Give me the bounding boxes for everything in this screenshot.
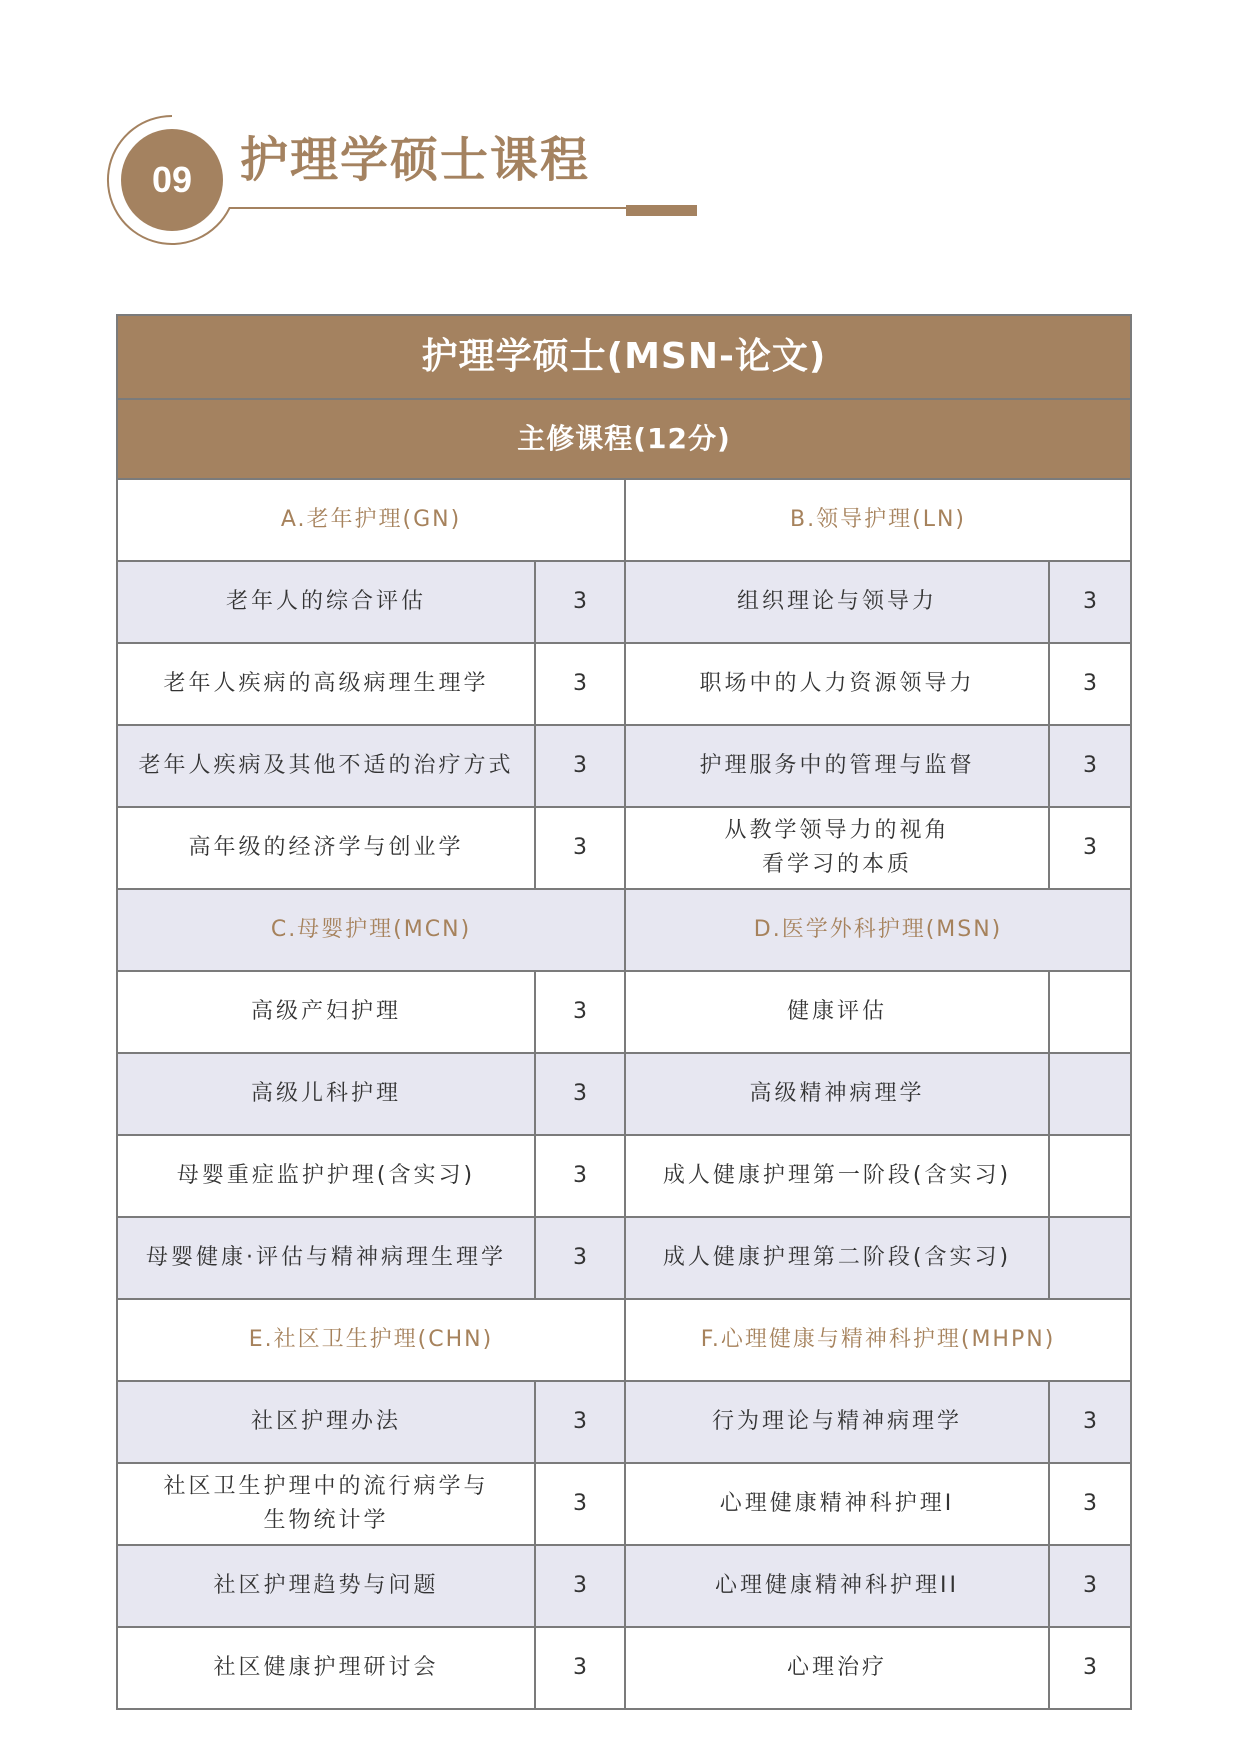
course-credit: 3 xyxy=(1049,561,1131,643)
table-row xyxy=(117,1545,1131,1627)
course-name: 心理健康精神科护理II xyxy=(625,1545,1049,1627)
course-name: 职场中的人力资源领导力 xyxy=(625,643,1049,725)
course-credit: 3 xyxy=(535,807,625,889)
course-name: 护理服务中的管理与监督 xyxy=(625,725,1049,807)
course-credit: 3 xyxy=(535,725,625,807)
table-row xyxy=(117,1135,1131,1217)
course-name: 老年人疾病的高级病理生理学 xyxy=(117,643,535,725)
table-row xyxy=(117,725,1131,807)
course-credit xyxy=(1049,971,1131,1053)
table-title: 护理学硕士(MSN-论文) xyxy=(117,315,1131,399)
section-title-mcn: C.母婴护理(MCN) xyxy=(117,889,625,971)
table-row xyxy=(117,1053,1131,1135)
course-name: 高级产妇护理 xyxy=(117,971,535,1053)
header-accent-bar xyxy=(626,205,697,216)
table-title-row xyxy=(117,315,1131,399)
section-row xyxy=(117,889,1131,971)
section-title-chn: E.社区卫生护理(CHN) xyxy=(117,1299,625,1381)
course-credit: 3 xyxy=(535,971,625,1053)
course-credit: 3 xyxy=(535,561,625,643)
course-credit: 3 xyxy=(1049,1463,1131,1545)
course-name: 高年级的经济学与创业学 xyxy=(117,807,535,889)
course-name: 行为理论与精神病理学 xyxy=(625,1381,1049,1463)
course-credit: 3 xyxy=(1049,1545,1131,1627)
table-row xyxy=(117,807,1131,889)
course-name: 心理治疗 xyxy=(625,1627,1049,1709)
course-credit: 3 xyxy=(535,1463,625,1545)
course-credit: 3 xyxy=(535,1135,625,1217)
section-title-mhpn: F.心理健康与精神科护理(MHPN) xyxy=(625,1299,1131,1381)
table-row xyxy=(117,1463,1131,1545)
course-name: 心理健康精神科护理I xyxy=(625,1463,1049,1545)
course-credit: 3 xyxy=(1049,1627,1131,1709)
course-name: 成人健康护理第二阶段(含实习) xyxy=(625,1217,1049,1299)
course-credit xyxy=(1049,1217,1131,1299)
course-name: 老年人的综合评估 xyxy=(117,561,535,643)
page-title: 护理学硕士课程 xyxy=(240,132,591,188)
course-credit: 3 xyxy=(535,643,625,725)
table-subtitle-row xyxy=(117,399,1131,479)
course-credit: 3 xyxy=(535,1545,625,1627)
table-row xyxy=(117,643,1131,725)
course-name: 从教学领导力的视角 看学习的本质 xyxy=(625,807,1049,889)
section-number: 09 xyxy=(151,159,193,200)
course-credit xyxy=(1049,1135,1131,1217)
table-row xyxy=(117,1217,1131,1299)
course-name: 母婴健康·评估与精神病理生理学 xyxy=(117,1217,535,1299)
course-credit: 3 xyxy=(535,1627,625,1709)
section-row xyxy=(117,479,1131,561)
table-row xyxy=(117,1627,1131,1709)
course-name: 高级儿科护理 xyxy=(117,1053,535,1135)
msn-course-table xyxy=(116,314,1132,1710)
course-name: 组织理论与领导力 xyxy=(625,561,1049,643)
course-name: 母婴重症监护护理(含实习) xyxy=(117,1135,535,1217)
course-name: 成人健康护理第一阶段(含实习) xyxy=(625,1135,1049,1217)
course-credit: 3 xyxy=(535,1381,625,1463)
course-credit: 3 xyxy=(535,1217,625,1299)
course-credit: 3 xyxy=(535,1053,625,1135)
section-title-ln: B.领导护理(LN) xyxy=(625,479,1131,561)
course-name: 高级精神病理学 xyxy=(625,1053,1049,1135)
course-credit: 3 xyxy=(1049,807,1131,889)
course-name: 社区护理趋势与问题 xyxy=(117,1545,535,1627)
course-credit: 3 xyxy=(1049,643,1131,725)
course-name: 老年人疾病及其他不适的治疗方式 xyxy=(117,725,535,807)
course-credit: 3 xyxy=(1049,1381,1131,1463)
table-subtitle: 主修课程(12分) xyxy=(117,399,1131,479)
course-name: 社区护理办法 xyxy=(117,1381,535,1463)
section-row xyxy=(117,1299,1131,1381)
course-credit xyxy=(1049,1053,1131,1135)
course-credit: 3 xyxy=(1049,725,1131,807)
table-row xyxy=(117,1381,1131,1463)
table-row xyxy=(117,971,1131,1053)
course-name: 社区卫生护理中的流行病学与 生物统计学 xyxy=(117,1463,535,1545)
course-name: 健康评估 xyxy=(625,971,1049,1053)
section-title-msn: D.医学外科护理(MSN) xyxy=(625,889,1131,971)
section-title-gn: A.老年护理(GN) xyxy=(117,479,625,561)
table-row xyxy=(117,561,1131,643)
course-name: 社区健康护理研讨会 xyxy=(117,1627,535,1709)
